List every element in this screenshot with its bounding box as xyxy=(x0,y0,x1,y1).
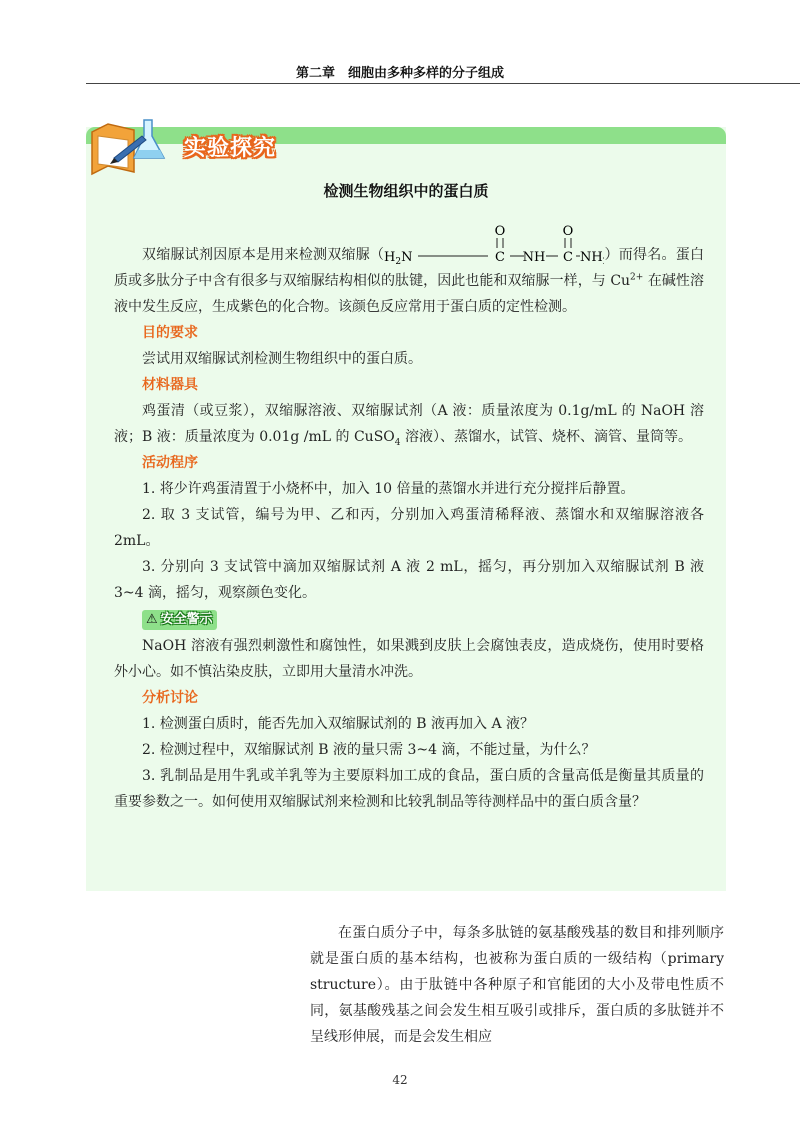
running-header: 第二章 细胞由多种多样的分子组成 xyxy=(295,66,504,81)
safety-text: NaOH 溶液有强烈刺激性和腐蚀性，如果溅到皮肤上会腐蚀表皮，造成烧伤，使用时要格外小心。如不慎沾染皮肤，立即用大量清水冲洗。 xyxy=(114,638,704,680)
discussion-question: 3. 乳制品是用牛乳或羊乳等为主要原料加工成的食品，蛋白质的含量高低是衡量其质量的重要参数之一。如何使用双缩脲试剂来检测和比较乳制品等待测样品中的蛋白质含量？ xyxy=(114,768,704,810)
warning-triangle-icon: ⚠ xyxy=(146,612,158,627)
svg-text:C: C xyxy=(495,250,506,264)
section-title: 实验探究 xyxy=(184,136,277,161)
procedure-heading: 活动程序 xyxy=(142,455,198,471)
biuret-structural-formula xyxy=(384,224,604,264)
svg-text:H2N: $H_2N$ xyxy=(384,250,413,264)
intro-paragraph: 双缩脲试剂因原本是用来检测双缩脲（ O O $H_2N$ C NH C NH ）而得名。蛋白质或多肽分子中含有很多与双缩脲结构相似的肽键，因此也能和双缩脲一样，与 $Cu^{2+}$ 在碱性溶液中发生反应，生成紫色的化合物。该颜色反应常用于蛋白质的定性检测。 xyxy=(114,224,704,315)
discussion-question: 2. 检测过程中，双缩脲试剂 B 液的量只需 3~4 滴，不能过量，为什么？ xyxy=(142,742,596,758)
materials-text: 鸡蛋清（或豆浆），双缩脲溶液、双缩脲试剂（A 液：质量浓度为 0.1g/mL 的 NaOH 溶液；B 液：质量浓度为 0.01g /mL 的 CuSO$_4$ 溶液）、蒸馏水，试管、烧杯、滴管、量筒等。 xyxy=(114,403,704,448)
body-text xyxy=(310,920,724,1050)
folder-flask-pen-icon xyxy=(88,114,180,178)
svg-text:C: C xyxy=(563,250,574,264)
procedure-step: 3. 分别向 3 支试管中滴加双缩脲试剂 A 液 2 mL，摇匀，再分别加入双缩脲试剂 B 液 3~4 滴，摇匀，观察颜色变化。 xyxy=(114,559,704,601)
page-number: 42 xyxy=(392,1073,408,1087)
purpose-heading: 目的要求 xyxy=(142,325,198,341)
experiment-content xyxy=(114,224,704,815)
experiment-title: 检测生物组织中的蛋白质 xyxy=(323,182,489,200)
panel-header-band xyxy=(86,127,726,144)
procedure-step: 1. 将少许鸡蛋清置于小烧杯中，加入 10 倍量的蒸馏水并进行充分搅拌后静置。 xyxy=(142,481,635,497)
materials-heading: 材料器具 xyxy=(142,377,198,393)
body-paragraph: 在蛋白质分子中，每条多肽链的氨基酸残基的数目和排列顺序就是蛋白质的基本结构，也被称为蛋白质的一级结构（primary structure）。由于肽链中各种原子和官能团的大小及带电性质不同，氨基酸残基之间会发生相互吸引或排斥，蛋白质的多肽链并不呈线形伸展，而是会发生相应 xyxy=(310,925,724,1045)
header-rule xyxy=(86,83,800,84)
discussion-question: 1. 检测蛋白质时，能否先加入双缩脲试剂的 B 液再加入 A 液？ xyxy=(142,716,535,732)
svg-text:NH: NH xyxy=(522,250,546,264)
safety-heading: ⚠ 安全警示 xyxy=(142,610,217,630)
svg-text:O: O xyxy=(562,224,574,239)
svg-text:NH2: NH xyxy=(580,250,603,264)
discussion-heading: 分析讨论 xyxy=(142,690,198,706)
procedure-step: 2. 取 3 支试管，编号为甲、乙和丙，分别加入鸡蛋清稀释液、蒸馏水和双缩脲溶液各 2mL。 xyxy=(114,507,704,549)
purpose-text: 尝试用双缩脲试剂检测生物组织中的蛋白质。 xyxy=(142,351,422,367)
svg-text:O: O xyxy=(494,224,506,239)
